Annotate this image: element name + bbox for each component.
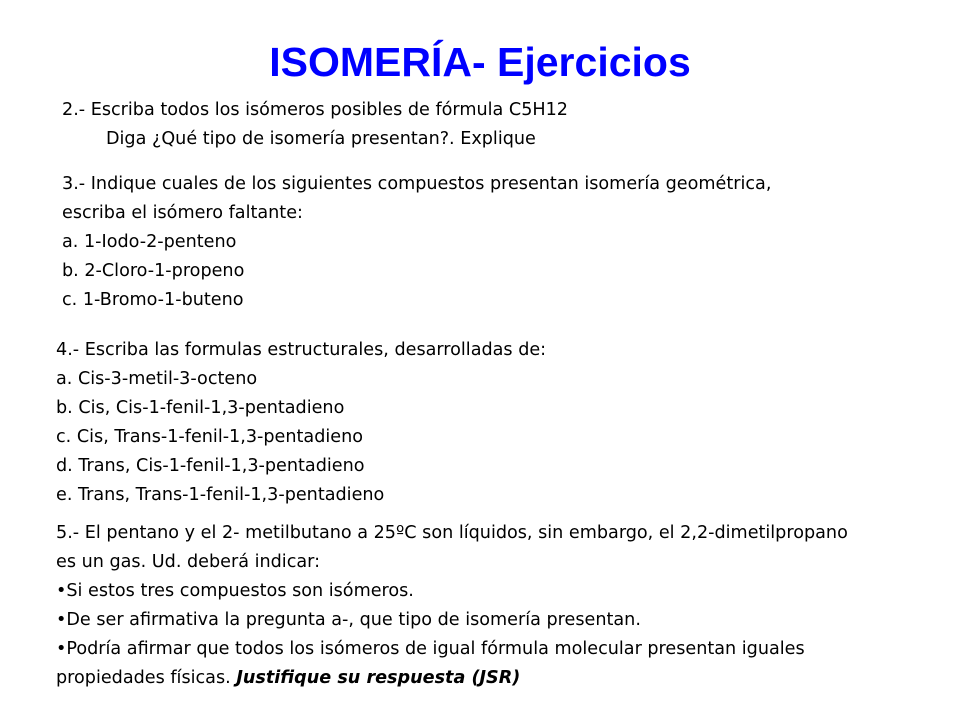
question-5-bullet-3: •Podría afirmar que todos los isómeros de igual fórmula molecular presentan iguales — [56, 639, 805, 659]
question-5-statement: 5.- El pentano y el 2- metilbutano a 25ºC son líquidos, sin embargo, el 2,2-dimetilpropano — [56, 523, 848, 543]
question-4-statement: 4.- Escriba las formulas estructurales, desarrolladas de: — [56, 340, 547, 360]
question-3-item-b: b. 2-Cloro-1-propeno — [62, 261, 245, 281]
question-3-statement-cont: escriba el isómero faltante: — [62, 203, 303, 223]
question-3-item-c: c. 1-Bromo-1-buteno — [62, 290, 244, 310]
question-4-item-a: a. Cis-3-metil-3-octeno — [56, 369, 258, 389]
question-4-item-b: b. Cis, Cis-1-fenil-1,3-pentadieno — [56, 398, 345, 418]
question-3-statement: 3.- Indique cuales de los siguientes compuestos presentan isomería geométrica, — [62, 174, 772, 194]
question-5-statement-cont: es un gas. Ud. deberá indicar: — [56, 552, 321, 572]
question-5-last-plain: propiedades físicas. — [56, 668, 237, 688]
question-5-bullet-2: •De ser afirmativa la pregunta a-, que tipo de isomería presentan. — [56, 610, 641, 630]
question-4-item-d: d. Trans, Cis-1-fenil-1,3-pentadieno — [56, 456, 365, 476]
question-5-bullet-1: •Si estos tres compuestos son isómeros. — [56, 581, 414, 601]
justify-instruction: Justifique su respuesta (JSR) — [236, 668, 521, 688]
question-3 — [62, 170, 771, 315]
question-2-statement: 2.- Escriba todos los isómeros posibles de fórmula C5H12 — [62, 100, 569, 120]
question-4-item-e: e. Trans, Trans-1-fenil-1,3-pentadieno — [56, 485, 385, 505]
question-4 — [56, 336, 546, 510]
page-title: ISOMERÍA- Ejercicios — [269, 39, 691, 85]
question-4-item-c: c. Cis, Trans-1-fenil-1,3-pentadieno — [56, 427, 364, 447]
question-5-last-line — [56, 664, 848, 693]
question-5 — [56, 519, 848, 693]
question-2-subquestion: Diga ¿Qué tipo de isomería presentan?. Explique — [106, 129, 536, 149]
question-2 — [62, 96, 568, 154]
question-3-item-a: a. 1-Iodo-2-penteno — [62, 232, 237, 252]
